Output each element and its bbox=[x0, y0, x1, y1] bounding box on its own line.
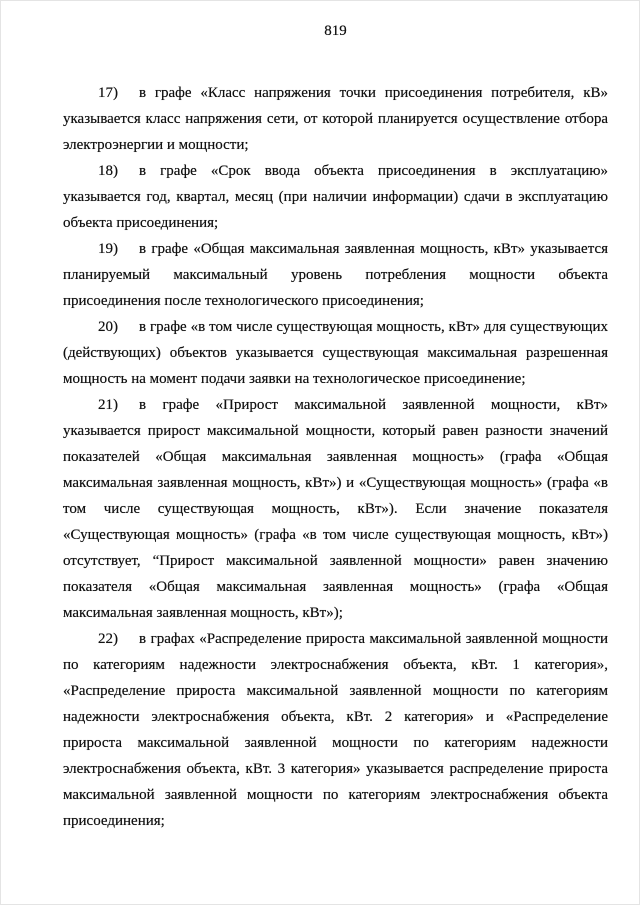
text-line: указывается прирост максимальной мощности, который равен разности значений bbox=[63, 423, 608, 439]
text-line: в графах «Распределение прироста максимальной заявленной мощности bbox=[139, 631, 608, 647]
text-line: прироста максимальной заявленной мощности по категориям надежности bbox=[63, 735, 608, 751]
text-line: присоединения; bbox=[63, 813, 165, 829]
text-line: электроэнергии и мощности; bbox=[63, 137, 249, 153]
text-line: максимальная заявленная мощность, кВт») и «Существующая мощность» (графа «в bbox=[63, 475, 608, 491]
page-number: 819 bbox=[324, 23, 347, 39]
text-line: в графе «в том числе существующая мощность, кВт» для существующих bbox=[139, 319, 608, 335]
text-line: присоединения после технологического присоединения; bbox=[63, 293, 424, 309]
text-line: показателя «Общая максимальная заявленная мощность» (графа «Общая bbox=[63, 579, 608, 595]
text-line: (действующих) объектов указывается существующая максимальная разрешенная bbox=[63, 345, 608, 361]
document-body bbox=[63, 80, 608, 834]
text-line: том числе существующая мощность, кВт»). Если значение показателя bbox=[63, 501, 608, 517]
text-line: максимальная заявленная мощность, кВт»); bbox=[63, 605, 343, 621]
text-line: «Распределение прироста максимальной заявленной мощности по категориям bbox=[63, 683, 608, 699]
item-number: 21) bbox=[98, 397, 118, 413]
item-number: 20) bbox=[98, 319, 118, 335]
item-number: 22) bbox=[98, 631, 118, 647]
text-line: в графе «Общая максимальная заявленная мощность, кВт» указывается bbox=[139, 241, 608, 257]
paragraph-first-line bbox=[63, 392, 608, 418]
item-number: 19) bbox=[98, 241, 118, 257]
paragraph-19 bbox=[63, 236, 608, 314]
text-line: мощность на момент подачи заявки на технологическое присоединение; bbox=[63, 371, 526, 387]
paragraph-first-line bbox=[63, 80, 608, 106]
text-line: максимальной заявленной мощности по категориям электроснабжения объекта bbox=[63, 787, 608, 803]
text-line: «Существующая мощность» (графа «в том числе существующая мощность, кВт») bbox=[63, 527, 608, 543]
item-number: 18) bbox=[98, 163, 118, 179]
text-line: указывается класс напряжения сети, от которой планируется осуществление отбора bbox=[63, 111, 608, 127]
text-line: отсутствует, “Прирост максимальной заявленной мощности» равен значению bbox=[63, 553, 608, 569]
text-line: по категориям надежности электроснабжения объекта, кВт. 1 категория», bbox=[63, 657, 608, 673]
paragraph-20 bbox=[63, 314, 608, 392]
text-line: в графе «Класс напряжения точки присоединения потребителя, кВ» bbox=[139, 85, 608, 101]
paragraph-18 bbox=[63, 158, 608, 236]
paragraph-first-line bbox=[63, 626, 608, 652]
text-line: надежности электроснабжения объекта, кВт. 2 категория» и «Распределение bbox=[63, 709, 608, 725]
text-line: планируемый максимальный уровень потребления мощности объекта bbox=[63, 267, 608, 283]
paragraph-first-line bbox=[63, 236, 608, 262]
paragraph-first-line bbox=[63, 314, 608, 340]
text-line: в графе «Прирост максимальной заявленной мощности, кВт» bbox=[139, 397, 608, 413]
paragraph-22 bbox=[63, 626, 608, 834]
text-line: показателей «Общая максимальная заявленная мощность» (графа «Общая bbox=[63, 449, 608, 465]
paragraph-17 bbox=[63, 80, 608, 158]
text-line: указывается год, квартал, месяц (при наличии информации) сдачи в эксплуатацию bbox=[63, 189, 608, 205]
text-line: объекта присоединения; bbox=[63, 215, 219, 231]
text-line: электроснабжения объекта, кВт. 3 категория» указывается распределение прироста bbox=[63, 761, 608, 777]
paragraph-21 bbox=[63, 392, 608, 626]
text-line: в графе «Срок ввода объекта присоединения в эксплуатацию» bbox=[139, 163, 608, 179]
paragraph-first-line bbox=[63, 158, 608, 184]
item-number: 17) bbox=[98, 85, 118, 101]
